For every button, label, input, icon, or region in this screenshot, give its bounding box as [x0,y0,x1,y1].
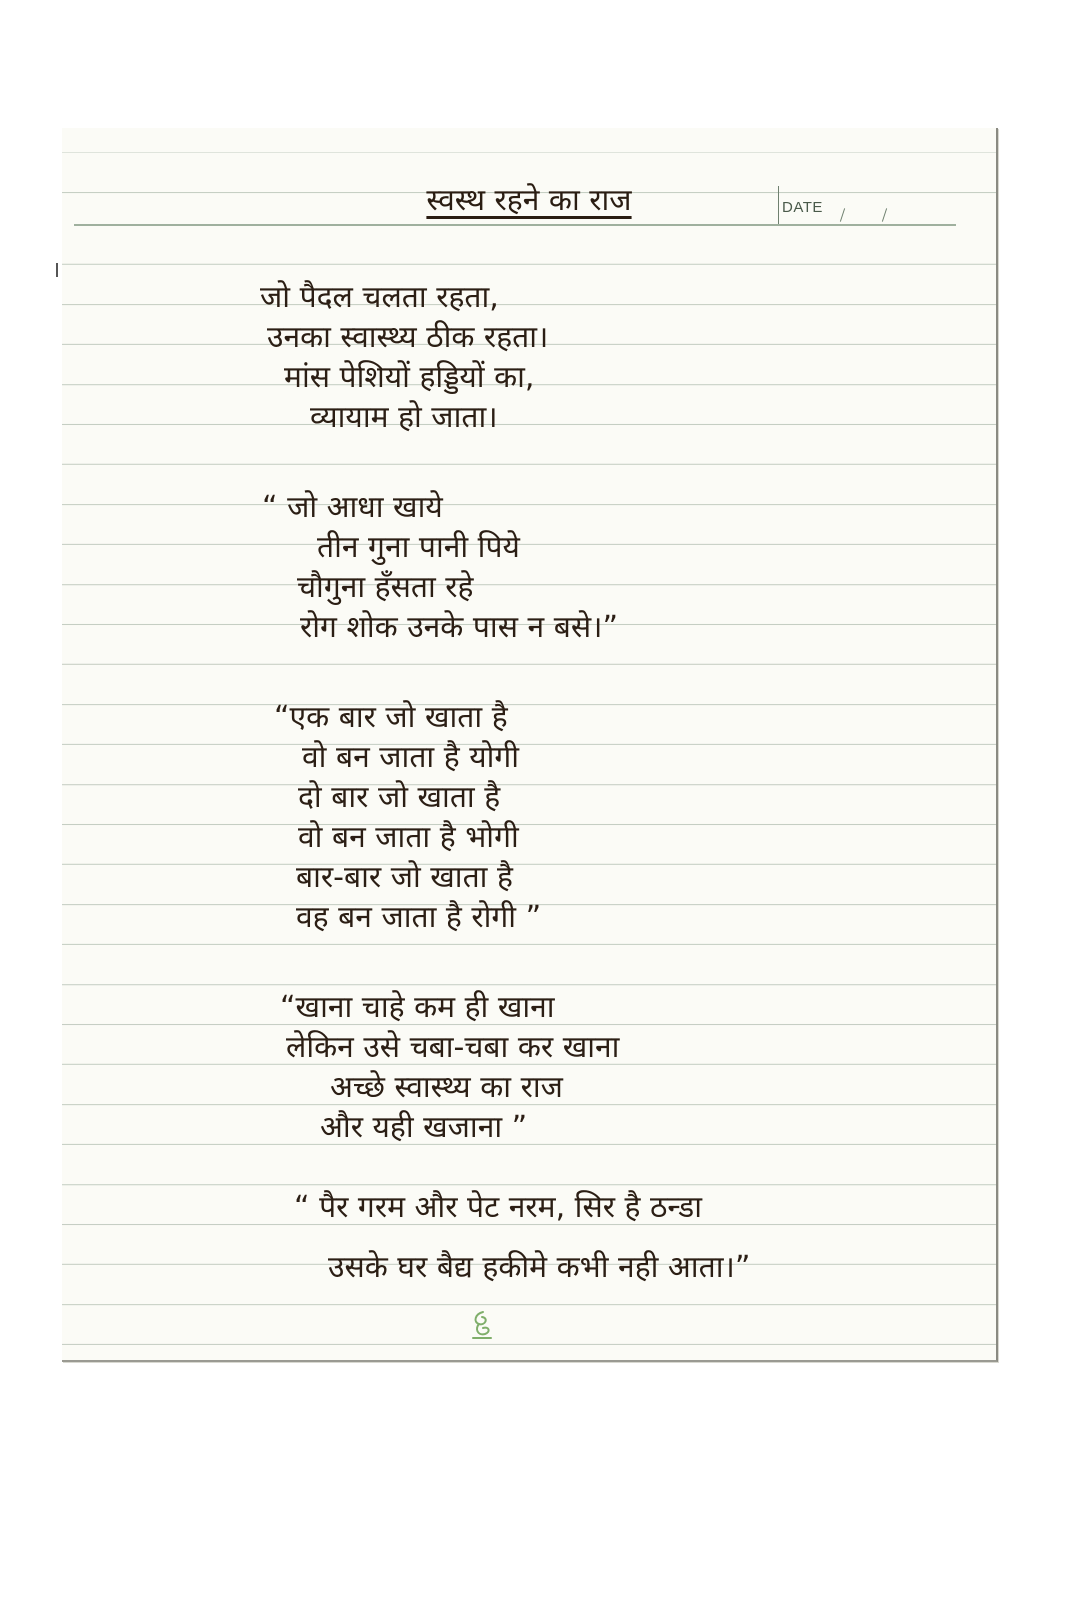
poem-line: “ पैर गरम और पेट नरम, सिर है ठन्डा [294,1190,702,1225]
poem-line: तीन गुना पानी पिये [317,530,520,565]
poem-line: चौगुना हँसता रहे [297,570,474,605]
poem-line: और यही खजाना ” [320,1110,528,1145]
poem-line: मांस पेशियों हड्डियों का, [284,360,535,395]
signature-flourish-icon [467,1308,497,1342]
poem-line: “खाना चाहे कम ही खाना [280,990,555,1025]
date-divider [778,186,779,224]
page-title: स्वस्थ रहने का राज [426,183,632,218]
poem-line: बार-बार जो खाता है [296,860,513,895]
poem-line: वो बन जाता है योगी [302,740,520,775]
date-label: DATE [782,199,823,216]
poem-line: वो बन जाता है भोगी [298,820,519,855]
poem-line: अच्छे स्वास्थ्य का राज [330,1070,563,1105]
poem-line: वह बन जाता है रोगी ” [296,900,542,935]
poem-line: रोग शोक उनके पास न बसे।” [300,610,619,645]
poem-line: “एक बार जो खाता है [274,700,508,735]
notebook-sheet [62,128,998,1362]
poem-line: उसके घर बैद्य हकीमे कभी नही आता।” [328,1250,751,1285]
margin-mark [56,263,58,277]
poem-line: जो पैदल चलता रहता, [260,280,499,315]
poem-line: उनका स्वास्थ्य ठीक रहता। [267,320,549,355]
poem-line: “ जो आधा खाये [262,490,443,525]
poem-line: व्यायाम हो जाता। [310,400,498,435]
header-rule [74,224,956,226]
poem-line: दो बार जो खाता है [298,780,501,815]
poem-line: लेकिन उसे चबा-चबा कर खाना [286,1030,620,1065]
